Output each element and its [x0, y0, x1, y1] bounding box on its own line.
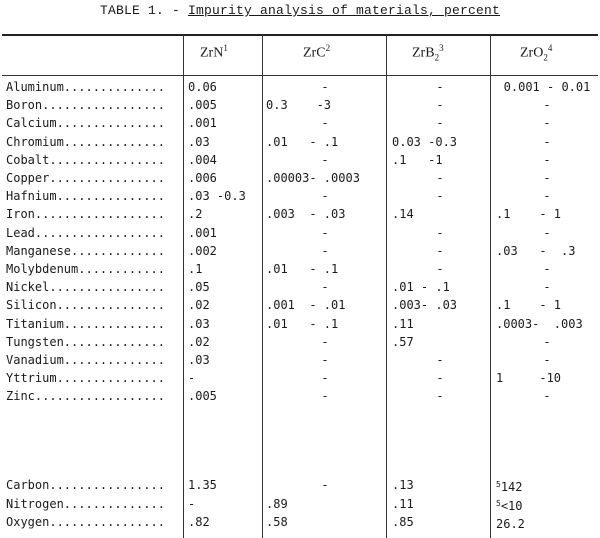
- cell-zrc: -: [321, 225, 329, 240]
- cell-zrc: -: [321, 152, 329, 167]
- table-row: [0, 242, 600, 260]
- cell-zrb2: .14: [392, 207, 414, 222]
- cell-zrb2: -: [436, 243, 444, 258]
- cell-zrn: 0.06: [188, 80, 217, 94]
- table-row: [0, 296, 600, 314]
- table-row: [0, 333, 600, 351]
- cell-zrn: .02: [188, 298, 210, 313]
- table-row: [0, 495, 600, 513]
- row-label: Hafnium...............: [6, 189, 165, 204]
- cell-zrc: -: [321, 116, 329, 131]
- cell-zrc: .00003- .0003: [266, 171, 360, 185]
- cell-zrc: .01 - .1: [266, 262, 339, 276]
- table-row: [0, 278, 600, 296]
- table-row: [0, 133, 600, 151]
- cell-zrb2: .01 - .1: [392, 280, 450, 295]
- cell-zrc: .89: [266, 496, 288, 511]
- footnote-marker: 5: [496, 498, 501, 508]
- cell-zrb2: .57: [392, 334, 414, 349]
- cell-zrc: -: [321, 280, 329, 295]
- row-label: Calcium...............: [6, 116, 165, 131]
- cell-zro2: 0.001 - 0.01: [503, 80, 591, 94]
- cell-zrn: .005: [188, 389, 217, 404]
- table-row: [0, 260, 600, 278]
- row-label: Zinc..................: [6, 389, 165, 404]
- table-row: [0, 351, 600, 369]
- cell-zrc: .01 - .1: [266, 316, 339, 331]
- row-label: Aluminum..............: [6, 80, 165, 94]
- table-row: [0, 369, 600, 387]
- row-label: Nickel................: [6, 280, 165, 295]
- cell-zro2: -: [543, 389, 551, 404]
- cell-zrb2: 0.03 -0.3: [392, 134, 458, 149]
- cell-zro2: .1 - 1: [496, 207, 562, 222]
- table-top-rule: [2, 34, 598, 36]
- cell-zro2: -: [543, 134, 551, 149]
- cell-zrb2: -: [436, 389, 444, 404]
- cell-zrc: .58: [266, 515, 288, 529]
- cell-zrn: .1: [188, 262, 203, 276]
- row-label: Silicon...............: [6, 298, 165, 313]
- cell-zrn: .004: [188, 152, 217, 167]
- table-row: [0, 114, 600, 132]
- cell-zro2: -: [543, 262, 551, 276]
- footnote-marker: 5: [496, 480, 501, 489]
- table-row: [0, 187, 600, 205]
- cell-value: <10: [500, 498, 523, 513]
- cell-zrc: 0.3 -3: [266, 98, 332, 113]
- cell-zrb2: .1 -1: [392, 152, 443, 167]
- row-label: Nitrogen..............: [6, 496, 165, 511]
- cell-zrn: .006: [188, 171, 217, 185]
- cell-zrc: -: [321, 80, 329, 94]
- cell-zrb2: -: [436, 171, 444, 185]
- row-label: Molybdenum............: [6, 262, 165, 276]
- cell-zro2: .0003- .003: [496, 316, 583, 331]
- cell-zrn: -: [188, 371, 196, 386]
- cell-value: 26.2: [496, 517, 525, 531]
- row-label: Yttrium...............: [6, 371, 165, 386]
- cell-zro2: [496, 513, 598, 533]
- cell-zro2: -: [543, 353, 551, 367]
- cell-zro2: -: [543, 171, 551, 185]
- cell-zrc: -: [321, 353, 329, 367]
- cell-zrc: -: [321, 189, 329, 204]
- row-label: Cobalt................: [6, 152, 165, 167]
- cell-zrn: .001: [188, 116, 217, 131]
- cell-zrn: .03: [188, 316, 210, 331]
- cell-zro2: -: [543, 98, 551, 113]
- row-label: Chromium..............: [6, 134, 165, 149]
- cell-zrn: .02: [188, 334, 210, 349]
- table-row: [0, 513, 600, 531]
- row-label: Vanadium..............: [6, 353, 165, 367]
- column-header-zro2: ZrO$_2^4$: [520, 43, 553, 63]
- table-row: [0, 96, 600, 114]
- row-label: Tungsten..............: [6, 334, 165, 349]
- row-label: Lead..................: [6, 225, 165, 240]
- cell-zrn: .001: [188, 225, 217, 240]
- cell-zrb2: -: [436, 225, 444, 240]
- cell-zrn: -: [188, 496, 196, 511]
- cell-zrc: .001 - .01: [266, 298, 346, 313]
- cell-zrn: 1.35: [188, 478, 217, 492]
- cell-zrc: .003 - .03: [266, 207, 346, 222]
- table-title-caption: Impurity analysis of materials, percent: [187, 3, 501, 18]
- cell-zro2: -: [543, 225, 551, 240]
- table-row: [0, 78, 600, 96]
- row-label: Carbon................: [6, 478, 165, 492]
- cell-zrb2: -: [436, 353, 444, 367]
- cell-zrb2: .11: [392, 496, 414, 511]
- row-label: Iron..................: [6, 207, 165, 222]
- table-title: [0, 3, 600, 18]
- table-row: [0, 315, 600, 333]
- cell-zrb2: -: [436, 116, 444, 131]
- table-title-prefix: TABLE 1. -: [99, 3, 188, 18]
- cell-zrn: .03: [188, 353, 210, 367]
- row-label: Copper................: [6, 171, 165, 185]
- cell-zro2: .03 - .3: [496, 243, 576, 258]
- cell-zrn: .03: [188, 134, 210, 149]
- row-label: Manganese.............: [6, 243, 165, 258]
- cell-zrb2: .13: [392, 478, 414, 492]
- cell-zro2: -: [543, 280, 551, 295]
- column-header-zrc: ZrC$^2$: [303, 43, 331, 61]
- cell-zrn: .05: [188, 280, 210, 295]
- cell-zrn: .03 -0.3: [188, 189, 246, 204]
- cell-zrc: -: [321, 389, 329, 404]
- column-header-zrn: ZrN$^1$: [200, 43, 228, 61]
- row-label: Titanium..............: [6, 316, 165, 331]
- table-row: [0, 169, 600, 187]
- cell-zro2: -: [543, 116, 551, 131]
- cell-zro2: [496, 495, 598, 515]
- cell-zrn: .2: [188, 207, 203, 222]
- row-label: Boron.................: [6, 98, 165, 113]
- cell-zrb2: -: [436, 189, 444, 204]
- table-row: [0, 387, 600, 405]
- cell-zrb2: .003- .03: [392, 298, 458, 313]
- cell-zrb2: .11: [392, 316, 414, 331]
- cell-zrb2: -: [436, 80, 444, 94]
- cell-zro2: 1 -10: [496, 371, 562, 386]
- table-row: [0, 476, 600, 494]
- table-row: [0, 151, 600, 169]
- table-row: [0, 205, 600, 223]
- cell-zrb2: .85: [392, 515, 414, 529]
- table-row: [0, 224, 600, 242]
- cell-zro2: [496, 476, 598, 496]
- cell-zrb2: -: [436, 371, 444, 386]
- cell-zrc: .01 - .1: [266, 134, 339, 149]
- cell-zrc: -: [321, 243, 329, 258]
- cell-zrn: .82: [188, 515, 210, 529]
- cell-zrn: .005: [188, 98, 217, 113]
- cell-zro2: .1 - 1: [496, 298, 562, 313]
- cell-value: 142: [500, 480, 523, 494]
- cell-zrc: -: [321, 334, 329, 349]
- cell-zrb2: -: [436, 262, 444, 276]
- cell-zro2: -: [543, 152, 551, 167]
- column-header-zrb2: ZrB$_2^3$: [412, 43, 444, 63]
- cell-zro2: -: [543, 189, 551, 204]
- cell-zrn: .002: [188, 243, 217, 258]
- cell-zrc: -: [321, 478, 329, 492]
- cell-zro2: -: [543, 334, 551, 349]
- row-label: Oxygen................: [6, 515, 165, 529]
- header-rule: [2, 75, 598, 76]
- cell-zrb2: -: [436, 98, 444, 113]
- cell-zrc: -: [321, 371, 329, 386]
